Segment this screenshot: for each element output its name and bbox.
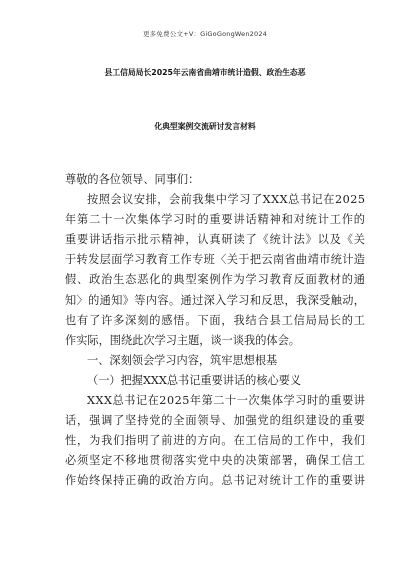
body-line: 假、政治生态恶化的典型案例作为学习教育反面教材的通 [65, 273, 366, 287]
body-line: 性，为我们指明了前进的方向。在工信局的工作中，我们 [65, 434, 366, 448]
document-title-line-1: 县工信局局长2025年云南省曲靖市统计造假、政治生态恶 [104, 68, 306, 77]
body-line: 重要讲话指示批示精神，认真研读了《统计法》以及《关 [65, 233, 366, 247]
body-line: 作始终保持正确的政治方向。总书记对统计工作的重要讲 [65, 474, 366, 488]
body-line: 年第二十一次集体学习时的重要讲话精神和对统计工作的 [65, 213, 366, 227]
body-line: 作实际，围绕此次学习主题，谈一谈我的体会。 [65, 333, 300, 347]
header-watermark: 更多免费公文+V：GiGoGongWen2024 [142, 30, 267, 38]
salutation: 尊敬的各位领导、同事们： [65, 173, 200, 186]
body-line: 必须坚定不移地贯彻落实党中央的决策部署，确保工信工 [65, 454, 366, 468]
body-line: 也有了许多深刻的感悟。下面，我结合县工信局局长的工 [65, 313, 366, 327]
document-body [65, 170, 365, 492]
document-title-line-2: 化典型案例交流研讨发言材料 [154, 122, 256, 131]
body-line: 话，强调了坚持党的全面领导、加强党的组织建设的重要 [65, 414, 366, 428]
body-line: 知〉的通知》等内容。通过深入学习和反思，我深受触动， [65, 293, 366, 307]
section-heading: 一、深刻领会学习内容，筑牢思想根基 [87, 353, 278, 367]
body-line: 于转发层面学习教育工作专班〈关于把云南省曲靖市统计造 [65, 253, 366, 267]
body-line: XXX总书记在2025年第二十一次集体学习时的重要讲 [87, 394, 366, 408]
body-line: 按照会议安排，会前我集中学习了XXX总书记在2025 [87, 193, 366, 207]
subsection-heading: （一）把握XXX总书记重要讲话的核心要义 [87, 373, 302, 387]
